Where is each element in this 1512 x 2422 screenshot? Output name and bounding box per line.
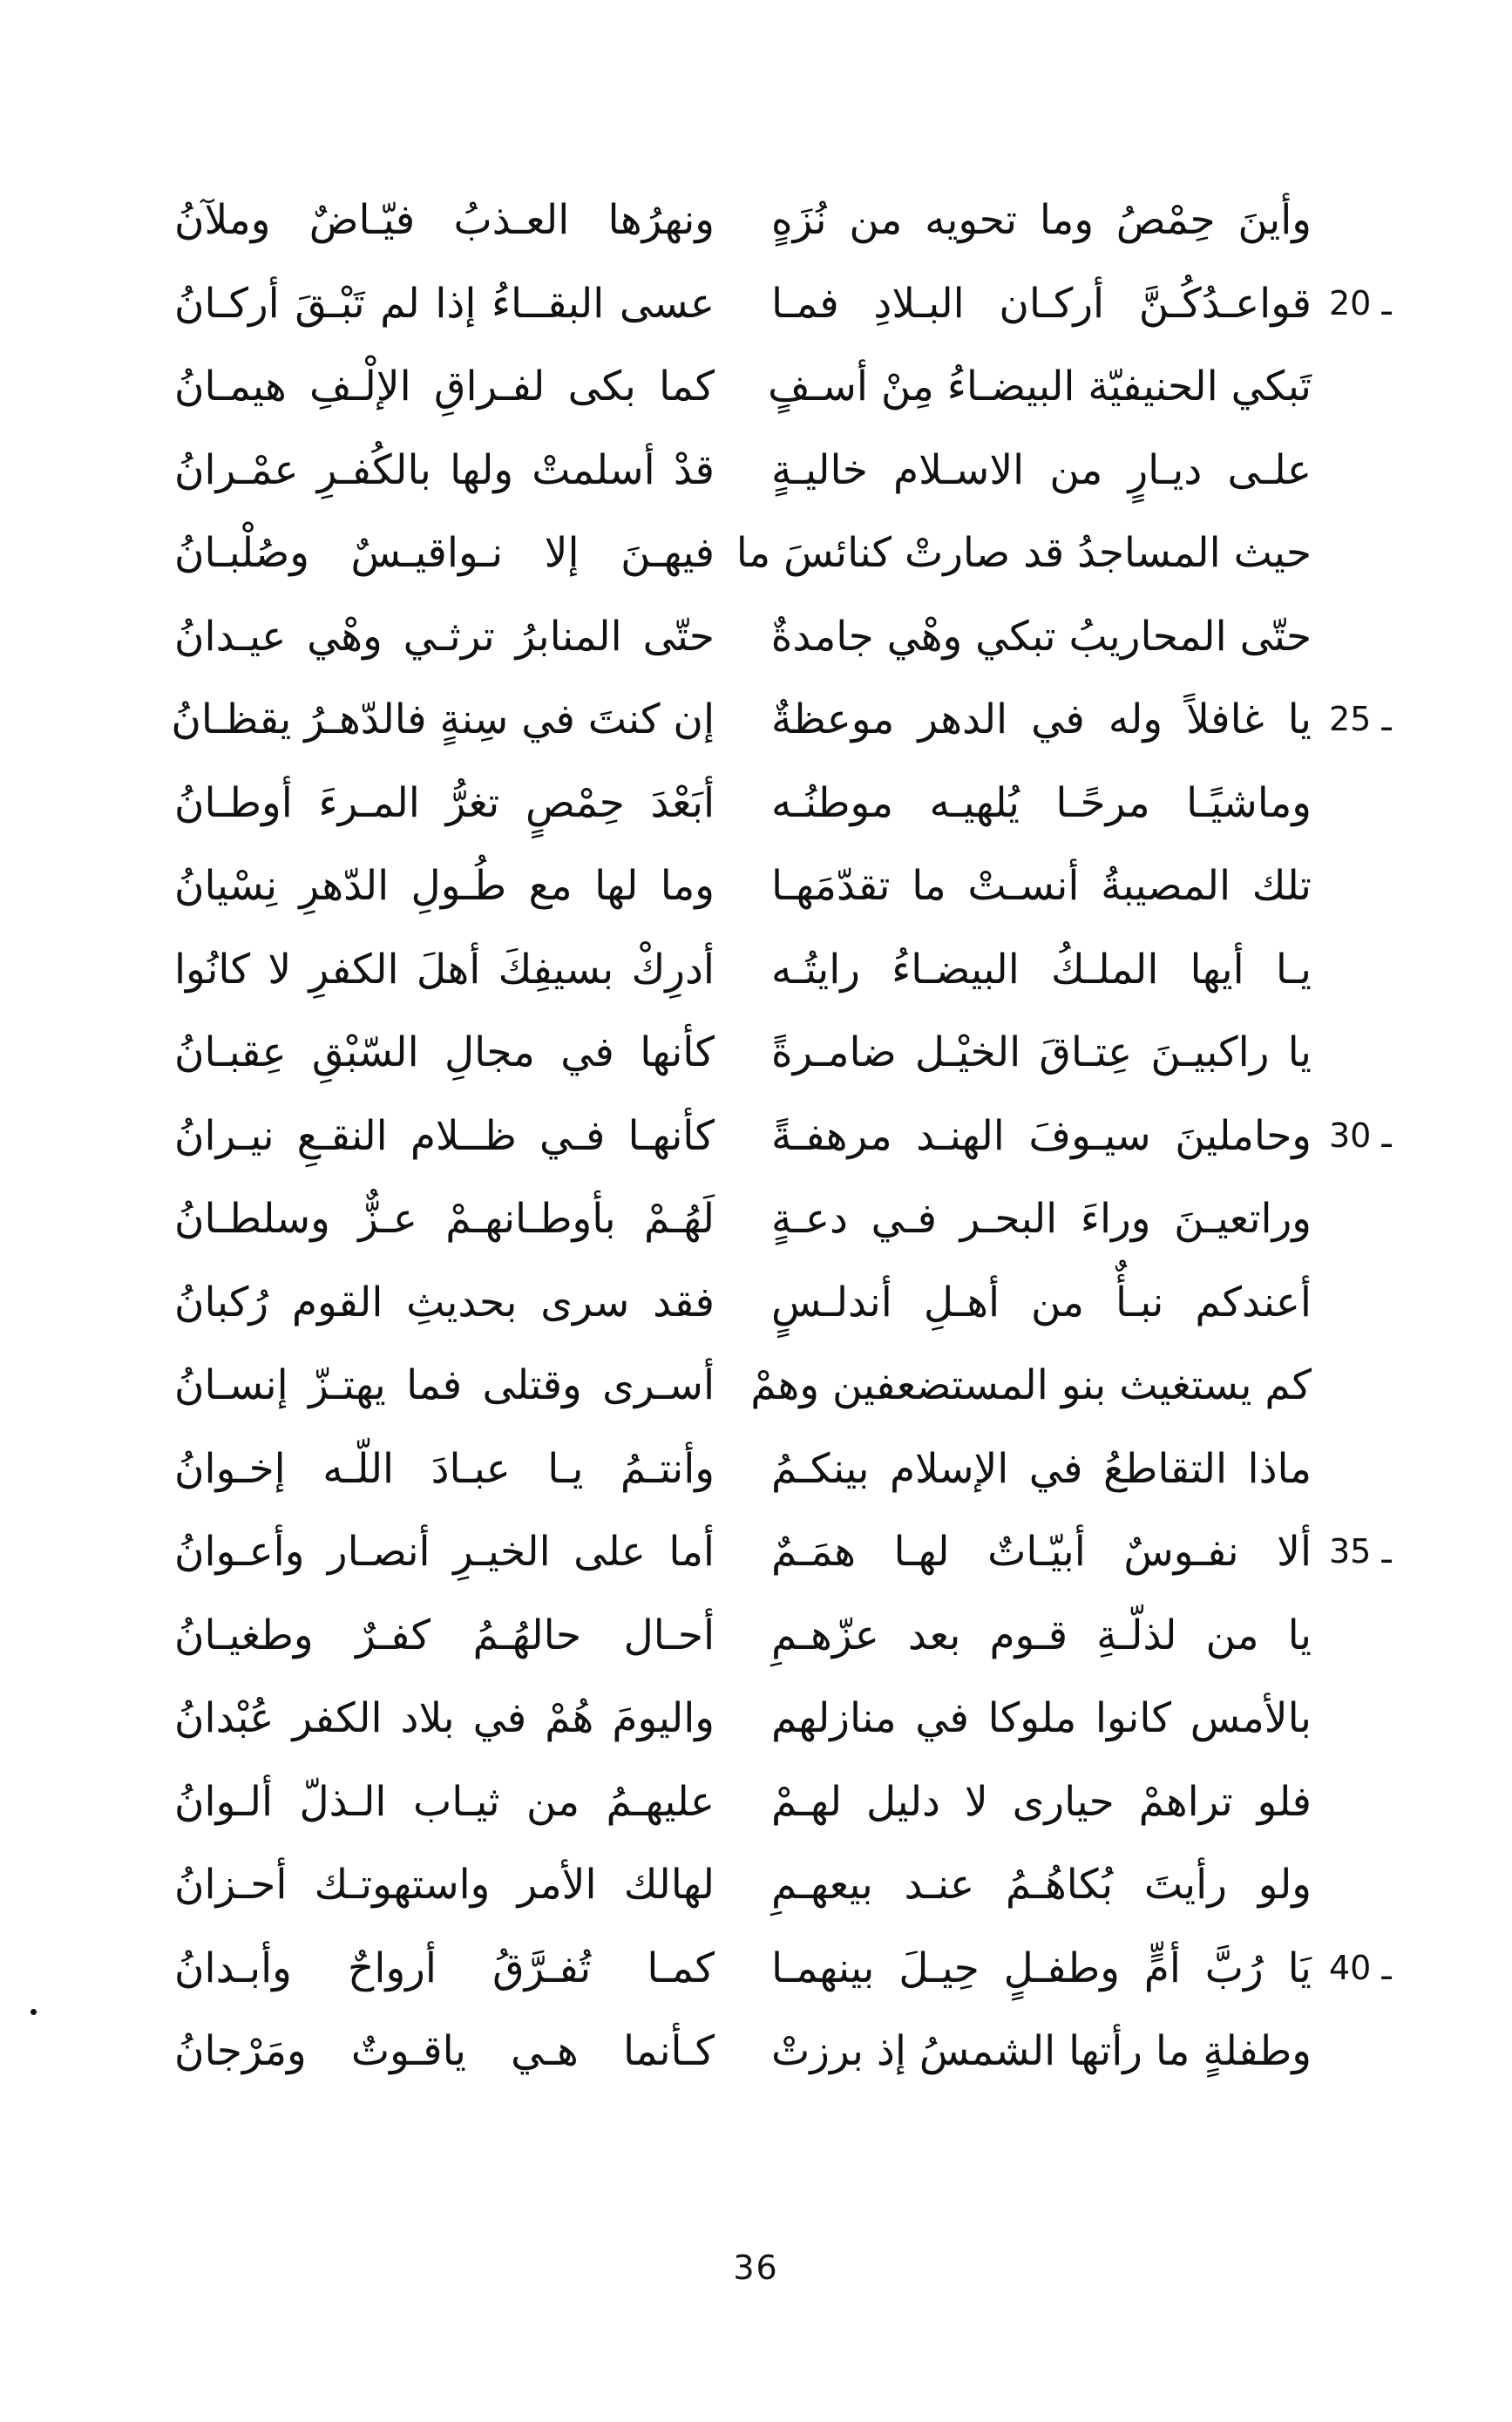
verse-row: [157, 345, 1412, 429]
verse-number: [1329, 1677, 1412, 1761]
verse-number: [1329, 1428, 1412, 1511]
verse-first-hemistich: ألا نفـوسٌ أبيّـاتٌ لهـا همَـمٌ: [771, 1528, 1312, 1576]
verse-row: [157, 1843, 1412, 1927]
verse-first-hemistich: يا غافلاً وله في الدهر موعظةٌ: [771, 695, 1312, 743]
verse-first-hemistich: حيث المساجدُ قد صارتْ كنائسَ ما: [736, 529, 1312, 577]
verse-second-hemistich: واليومَ هُمْ في بلاد الكفر عُبْدانُ: [174, 1694, 715, 1742]
verse-first-hemistich: قواعـدُكُـنَّ أركـان البـلادِ فمـا: [771, 279, 1312, 328]
verse-row: [157, 1177, 1412, 1261]
verse-second-hemistich: عليهـمُ من ثيـاب الـذلّ ألـوانُ: [174, 1777, 715, 1826]
verse-second-hemistich: فيهـنَ إلا نـواقيـسٌ وصُلْبـانُ: [174, 529, 715, 577]
verse-row: [157, 845, 1412, 928]
verse-first-hemistich: وراتعيـنَ وراءَ البحـر فـي دعـةٍ: [771, 1195, 1312, 1243]
verse-second-hemistich: وأنتـمُ يـا عبـادَ اللّـه إخـوانُ: [174, 1444, 715, 1493]
verse-second-hemistich: قدْ أسلمتْ ولها بالكُفـرِ عمْـرانُ: [174, 445, 715, 494]
verse-second-hemistich: كما بكى لفـراقِ الإلْـفِ هيمـانُ: [174, 363, 715, 410]
verse-number: [1329, 1011, 1412, 1095]
verse-first-hemistich: وأينَ حِمْصُ وما تحويه من نُزَهٍ: [771, 196, 1312, 244]
verse-number: [1329, 345, 1412, 429]
verse-number: [1329, 1843, 1412, 1927]
verse-first-hemistich: علـى ديـارٍ من الاسـلام خاليـةٍ: [771, 445, 1312, 494]
verse-row: [157, 1510, 1412, 1594]
verse-first-hemistich: كم يستغيث بنو المستضعفين وهمْ: [750, 1361, 1312, 1409]
verse-number: [1329, 1261, 1412, 1345]
verse-number: [1329, 179, 1412, 262]
verse-second-hemistich: كـأنما هـي ياقـوتٌ ومَرْجانُ: [174, 2027, 715, 2075]
verse-second-hemistich: كأنها في مجالِ السّبْقِ عِقبـانُ: [174, 1028, 715, 1076]
verse-row: [157, 1594, 1412, 1678]
verse-number: 40 ـ: [1329, 1948, 1392, 1987]
verse-number: 25 ـ: [1329, 700, 1392, 738]
verse-number: [1329, 762, 1412, 845]
verse-first-hemistich: وطفلةٍ ما رأتها الشمسُ إذ برزتْ: [771, 2027, 1312, 2075]
verse-first-hemistich: يَا رُبَّ أمٍّ وطفـلٍ حِيـلَ بينهمـا: [771, 1944, 1312, 1992]
verse-row: [157, 262, 1412, 346]
verse-number: [1329, 2010, 1412, 2093]
verse-row: [157, 595, 1412, 679]
verse-number: [1329, 1344, 1412, 1428]
verse-row: [157, 1344, 1412, 1428]
verse-row: [157, 429, 1412, 512]
verse-first-hemistich: تَبكي الحنيفيّة البيضـاءُ مِنْ أسـفٍ: [768, 363, 1312, 410]
verse-second-hemistich: كمـا تُفـرَّقُ أرواحٌ وأبـدانُ: [174, 1944, 715, 1992]
verse-first-hemistich: أعندكم نبـأٌ من أهـلِ أندلـسٍ: [771, 1278, 1312, 1326]
verse-second-hemistich: أحـال حالهُـمُ كفـرٌ وطغيـانُ: [174, 1611, 715, 1659]
verse-first-hemistich: ماذا التقاطعُ في الإسلام بينكـمُ: [771, 1444, 1312, 1493]
verse-first-hemistich: وحاملينَ سيـوفَ الهنـد مرهفـةً: [771, 1111, 1312, 1160]
verse-row: [157, 2010, 1412, 2093]
verse-row: [157, 1761, 1412, 1844]
verse-first-hemistich: يا من لذلّـةِ قـوم بعد عزّهـمِ: [771, 1611, 1312, 1659]
verse-number: [1329, 1177, 1412, 1261]
verse-first-hemistich: تلك المصيبةُ أنسـتْ ما تقدّمَهـا: [771, 862, 1312, 910]
verse-row: [157, 1011, 1412, 1095]
verse-row: [157, 1261, 1412, 1345]
verse-second-hemistich: أدرِكْ بسيفِكَ أهلَ الكفرِ لا كانُوا: [174, 945, 715, 994]
verse-number: 20 ـ: [1329, 283, 1392, 322]
verse-row: [157, 678, 1412, 762]
verse-first-hemistich: يـا أيها الملـكُ البيضـاءُ رايتُـه: [771, 945, 1312, 994]
verse-row: [157, 1677, 1412, 1761]
verse-number: [1329, 429, 1412, 512]
verse-first-hemistich: يا راكبيـنَ عِتـاقَ الخيْـل ضامـرةً: [771, 1028, 1312, 1076]
verse-second-hemistich: ونهرُها العـذبُ فيّـاضٌ وملآنُ: [174, 196, 715, 244]
verse-second-hemistich: كأنهـا فـي ظــلام النقـعِ نيـرانُ: [174, 1111, 715, 1160]
verse-first-hemistich: وماشيًـا مرحًـا يُلهيـه موطنُـه: [771, 778, 1312, 827]
verse-number: 30 ـ: [1329, 1116, 1392, 1155]
verse-row: [157, 512, 1412, 595]
verse-number: [1329, 928, 1412, 1012]
verse-second-hemistich: فقد سرى بحديثِ القوم رُكبانُ: [174, 1278, 715, 1326]
verse-second-hemistich: إن كنتَ في سِنةٍ فالدّهـرُ يقظـانُ: [171, 695, 715, 743]
verse-number: [1329, 1761, 1412, 1844]
verse-number: [1329, 595, 1412, 679]
verse-row: [157, 762, 1412, 845]
poem-verses: [157, 179, 1412, 2093]
verse-number: 35 ـ: [1329, 1532, 1392, 1571]
verse-number: [1329, 1594, 1412, 1678]
verse-second-hemistich: وما لها مع طُـولِ الدّهرِ نِسْيانُ: [174, 862, 715, 910]
verse-second-hemistich: أبَعْدَ حِمْصٍ تغرُّ المـرءَ أوطـانُ: [174, 778, 715, 827]
verse-row: [157, 1095, 1412, 1178]
verse-second-hemistich: لهالك الأمر واستهوتـك أحـزانُ: [174, 1861, 715, 1909]
verse-second-hemistich: عسى البقــاءُ إذا لم تَبْـقَ أركـانُ: [174, 279, 715, 328]
verse-row: [157, 1428, 1412, 1511]
verse-second-hemistich: لَهُـمْ بأوطـانهـمْ عـزٌّ وسلطـانُ: [174, 1195, 715, 1243]
page-number: 36: [733, 2249, 779, 2287]
verse-first-hemistich: ولو رأيتَ بُكاهُـمُ عنـد بيعهـمِ: [771, 1861, 1312, 1909]
verse-second-hemistich: أسـرى وقتلى فما يهتـزّ إنسـانُ: [174, 1361, 715, 1409]
verse-first-hemistich: بالأمس كانوا ملوكا في منازلهم: [771, 1694, 1312, 1742]
verse-number: [1329, 845, 1412, 928]
verse-first-hemistich: فلو تراهمْ حيارى لا دليل لهـمْ: [771, 1777, 1312, 1826]
verse-row: [157, 928, 1412, 1012]
scan-speck: [31, 2009, 37, 2015]
verse-second-hemistich: أما على الخيـرِ أنصـار وأعـوانُ: [174, 1528, 715, 1576]
verse-first-hemistich: حتّى المحاريبُ تبكي وهْي جامدةٌ: [770, 612, 1312, 661]
verse-second-hemistich: حتّى المنابرُ ترثـي وهْي عيـدانُ: [174, 612, 715, 661]
verse-number: [1329, 512, 1412, 595]
verse-row: [157, 179, 1412, 262]
verse-row: [157, 1927, 1412, 2011]
